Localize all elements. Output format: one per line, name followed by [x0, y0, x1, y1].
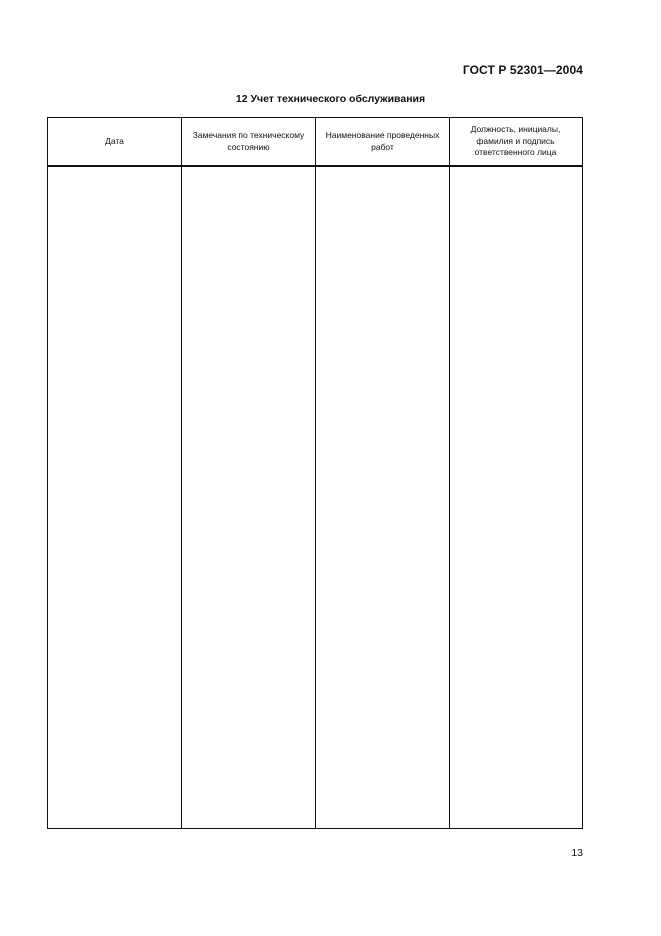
- header-cell-responsible-person: Должность, инициалы, фамилия и подпись ответственного лица: [470, 124, 561, 158]
- header-cell-date: Дата: [105, 135, 124, 146]
- document-code: ГОСТ Р 52301—2004: [462, 63, 583, 77]
- header-cell-remarks: Замечания по техническому состоянию: [192, 130, 305, 152]
- page-number: 13: [571, 847, 583, 859]
- maintenance-log-table: [47, 117, 583, 829]
- section-title: 12 Учет технического обслуживания: [235, 93, 426, 105]
- table-body-empty: [48, 167, 582, 828]
- header-cell-work-performed: Наименование проведенных работ: [325, 130, 440, 152]
